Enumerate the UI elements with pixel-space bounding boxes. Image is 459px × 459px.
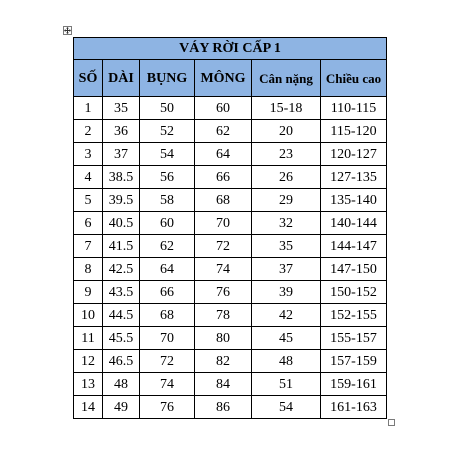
cell-mong: 72 xyxy=(195,235,252,258)
cell-so: 14 xyxy=(74,396,103,419)
cell-so: 10 xyxy=(74,304,103,327)
cell-mong: 64 xyxy=(195,143,252,166)
cell-so: 11 xyxy=(74,327,103,350)
cell-can-nang: 42 xyxy=(252,304,321,327)
cell-bung: 60 xyxy=(140,212,195,235)
cell-bung: 64 xyxy=(140,258,195,281)
table-row xyxy=(74,396,387,419)
cell-mong: 74 xyxy=(195,258,252,281)
cell-bung: 54 xyxy=(140,143,195,166)
header-chieu-cao: Chiều cao xyxy=(321,60,387,97)
cell-bung: 52 xyxy=(140,120,195,143)
cell-can-nang: 54 xyxy=(252,396,321,419)
cell-so: 3 xyxy=(74,143,103,166)
cell-mong: 76 xyxy=(195,281,252,304)
cell-dai: 49 xyxy=(103,396,140,419)
table-row xyxy=(74,373,387,396)
table-row xyxy=(74,97,387,120)
cell-bung: 72 xyxy=(140,350,195,373)
cell-dai: 42.5 xyxy=(103,258,140,281)
cell-dai: 35 xyxy=(103,97,140,120)
table-row xyxy=(74,120,387,143)
cell-chieu-cao: 115-120 xyxy=(321,120,387,143)
cell-chieu-cao: 161-163 xyxy=(321,396,387,419)
cell-can-nang: 48 xyxy=(252,350,321,373)
cell-so: 13 xyxy=(74,373,103,396)
cell-mong: 62 xyxy=(195,120,252,143)
cell-so: 9 xyxy=(74,281,103,304)
cell-chieu-cao: 157-159 xyxy=(321,350,387,373)
cell-chieu-cao: 120-127 xyxy=(321,143,387,166)
cell-dai: 44.5 xyxy=(103,304,140,327)
cell-can-nang: 20 xyxy=(252,120,321,143)
table-row xyxy=(74,350,387,373)
table-resize-handle-icon[interactable] xyxy=(388,419,395,426)
table-row xyxy=(74,258,387,281)
header-can-nang: Cân nặng xyxy=(252,60,321,97)
cell-so: 4 xyxy=(74,166,103,189)
cell-dai: 37 xyxy=(103,143,140,166)
size-table xyxy=(73,37,387,419)
cell-chieu-cao: 140-144 xyxy=(321,212,387,235)
cell-chieu-cao: 135-140 xyxy=(321,189,387,212)
table-row xyxy=(74,212,387,235)
cell-can-nang: 45 xyxy=(252,327,321,350)
cell-chieu-cao: 144-147 xyxy=(321,235,387,258)
cell-can-nang: 35 xyxy=(252,235,321,258)
cell-so: 2 xyxy=(74,120,103,143)
header-mong: MÔNG xyxy=(195,60,252,97)
cell-mong: 60 xyxy=(195,97,252,120)
cell-so: 7 xyxy=(74,235,103,258)
cell-so: 5 xyxy=(74,189,103,212)
cell-dai: 48 xyxy=(103,373,140,396)
cell-so: 12 xyxy=(74,350,103,373)
cell-can-nang: 26 xyxy=(252,166,321,189)
cell-can-nang: 15-18 xyxy=(252,97,321,120)
cell-bung: 70 xyxy=(140,327,195,350)
cell-so: 6 xyxy=(74,212,103,235)
cell-mong: 70 xyxy=(195,212,252,235)
cell-can-nang: 37 xyxy=(252,258,321,281)
cell-mong: 78 xyxy=(195,304,252,327)
table-row xyxy=(74,235,387,258)
cell-chieu-cao: 110-115 xyxy=(321,97,387,120)
table-move-handle-icon[interactable] xyxy=(63,26,72,35)
cell-chieu-cao: 150-152 xyxy=(321,281,387,304)
cell-bung: 50 xyxy=(140,97,195,120)
cell-dai: 40.5 xyxy=(103,212,140,235)
table-row xyxy=(74,166,387,189)
table-title-row xyxy=(74,38,387,60)
table-title: VÁY RỜI CẤP 1 xyxy=(74,38,387,60)
table-header-row xyxy=(74,60,387,97)
cell-bung: 66 xyxy=(140,281,195,304)
cell-can-nang: 29 xyxy=(252,189,321,212)
cell-chieu-cao: 127-135 xyxy=(321,166,387,189)
table-row xyxy=(74,327,387,350)
cell-chieu-cao: 159-161 xyxy=(321,373,387,396)
cell-bung: 68 xyxy=(140,304,195,327)
header-dai: DÀI xyxy=(103,60,140,97)
cell-can-nang: 51 xyxy=(252,373,321,396)
table-row xyxy=(74,143,387,166)
cell-bung: 62 xyxy=(140,235,195,258)
cell-dai: 45.5 xyxy=(103,327,140,350)
cell-bung: 74 xyxy=(140,373,195,396)
cell-so: 8 xyxy=(74,258,103,281)
cell-dai: 38.5 xyxy=(103,166,140,189)
cell-dai: 46.5 xyxy=(103,350,140,373)
cell-mong: 82 xyxy=(195,350,252,373)
cell-dai: 43.5 xyxy=(103,281,140,304)
cell-chieu-cao: 155-157 xyxy=(321,327,387,350)
cell-mong: 80 xyxy=(195,327,252,350)
cell-mong: 86 xyxy=(195,396,252,419)
cell-can-nang: 39 xyxy=(252,281,321,304)
table-row xyxy=(74,281,387,304)
cell-mong: 68 xyxy=(195,189,252,212)
cell-bung: 58 xyxy=(140,189,195,212)
cell-can-nang: 32 xyxy=(252,212,321,235)
cell-chieu-cao: 147-150 xyxy=(321,258,387,281)
header-so: SỐ xyxy=(74,60,103,97)
table-row xyxy=(74,304,387,327)
cell-dai: 36 xyxy=(103,120,140,143)
cell-dai: 41.5 xyxy=(103,235,140,258)
cell-chieu-cao: 152-155 xyxy=(321,304,387,327)
cell-bung: 76 xyxy=(140,396,195,419)
table-row xyxy=(74,189,387,212)
cell-so: 1 xyxy=(74,97,103,120)
cell-can-nang: 23 xyxy=(252,143,321,166)
cell-mong: 66 xyxy=(195,166,252,189)
header-bung: BỤNG xyxy=(140,60,195,97)
cell-mong: 84 xyxy=(195,373,252,396)
cell-bung: 56 xyxy=(140,166,195,189)
cell-dai: 39.5 xyxy=(103,189,140,212)
